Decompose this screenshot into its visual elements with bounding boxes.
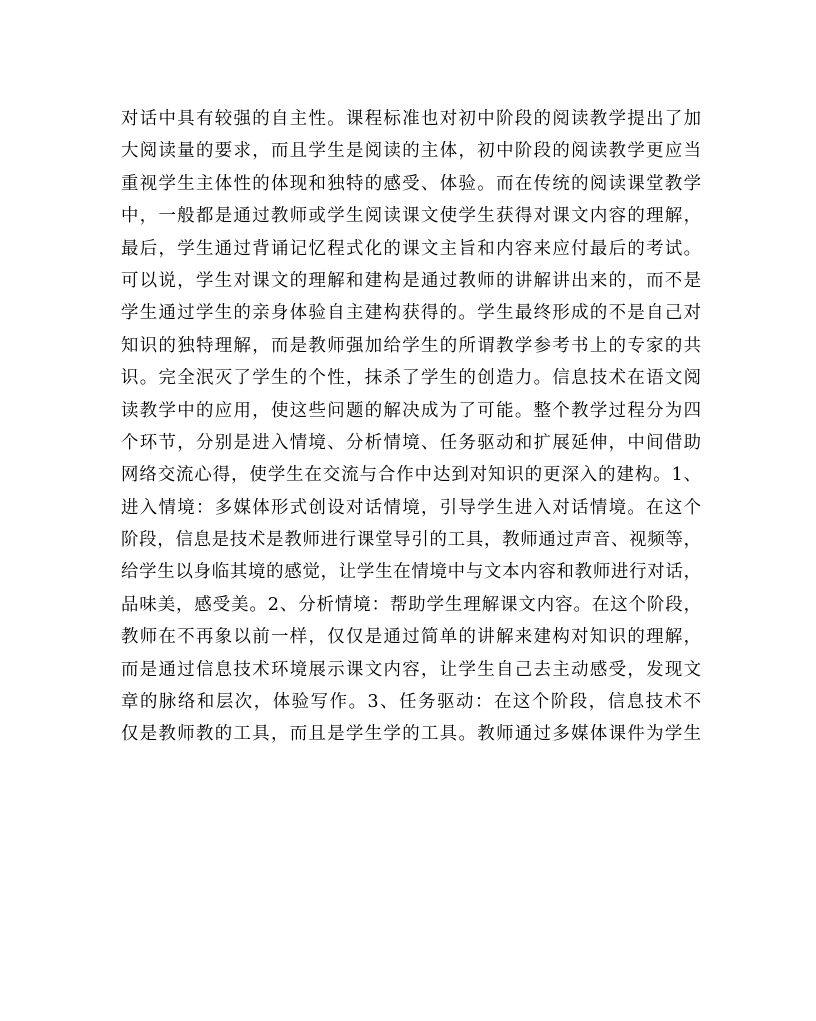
text-line: 识。完全泯灭了学生的个性，抹杀了学生的创造力。信息技术在语文阅 xyxy=(121,368,701,389)
text-line: 重视学生主体性的体现和独特的感受、体验。而在传统的阅读课堂教学 xyxy=(121,173,701,194)
body-text xyxy=(121,103,701,751)
text-line: 进入情境：多媒体形式创设对话情境，引导学生进入对话情境。在这个 xyxy=(121,497,701,518)
text-line: 可以说，学生对课文的理解和建构是通过教师的讲解讲出来的，而不是 xyxy=(121,270,701,291)
text-line: 最后，学生通过背诵记忆程式化的课文主旨和内容来应付最后的考试。 xyxy=(121,238,701,259)
text-line: 对话中具有较强的自主性。课程标准也对初中阶段的阅读教学提出了加 xyxy=(121,109,701,129)
text-line: 仅是教师教的工具，而且是学生学的工具。教师通过多媒体课件为学生 xyxy=(121,724,701,745)
text-line: 而是通过信息技术环境展示课文内容，让学生自己去主动感受，发现文 xyxy=(121,659,701,680)
text-line: 中，一般都是通过教师或学生阅读课文使学生获得对课文内容的理解， xyxy=(121,206,701,227)
text-line: 大阅读量的要求，而且学生是阅读的主体，初中阶段的阅读教学更应当 xyxy=(121,141,701,162)
text-line: 给学生以身临其境的感觉，让学生在情境中与文本内容和教师进行对话， xyxy=(121,562,701,583)
text-line: 阶段，信息是技术是教师进行课堂导引的工具，教师通过声音、视频等， xyxy=(121,530,701,551)
text-line: 教师在不再象以前一样，仅仅是通过简单的讲解来建构对知识的理解， xyxy=(121,627,701,648)
text-line: 学生通过学生的亲身体验自主建构获得的。学生最终形成的不是自己对 xyxy=(121,303,701,324)
text-line: 章的脉络和层次，体验写作。3、任务驱动：在这个阶段，信息技术不 xyxy=(121,692,701,713)
text-line: 网络交流心得，使学生在交流与合作中达到对知识的更深入的建构。1、 xyxy=(121,465,701,486)
text-line: 读教学中的应用，使这些问题的解决成为了可能。整个教学过程分为四 xyxy=(121,400,701,421)
text-line: 品味美，感受美。2、分析情境：帮助学生理解课文内容。在这个阶段， xyxy=(121,594,701,615)
text-line: 知识的独特理解，而是教师强加给学生的所谓教学参考书上的专家的共 xyxy=(121,335,701,356)
text-line: 个环节，分别是进入情境、分析情境、任务驱动和扩展延伸，中间借助 xyxy=(121,432,701,453)
